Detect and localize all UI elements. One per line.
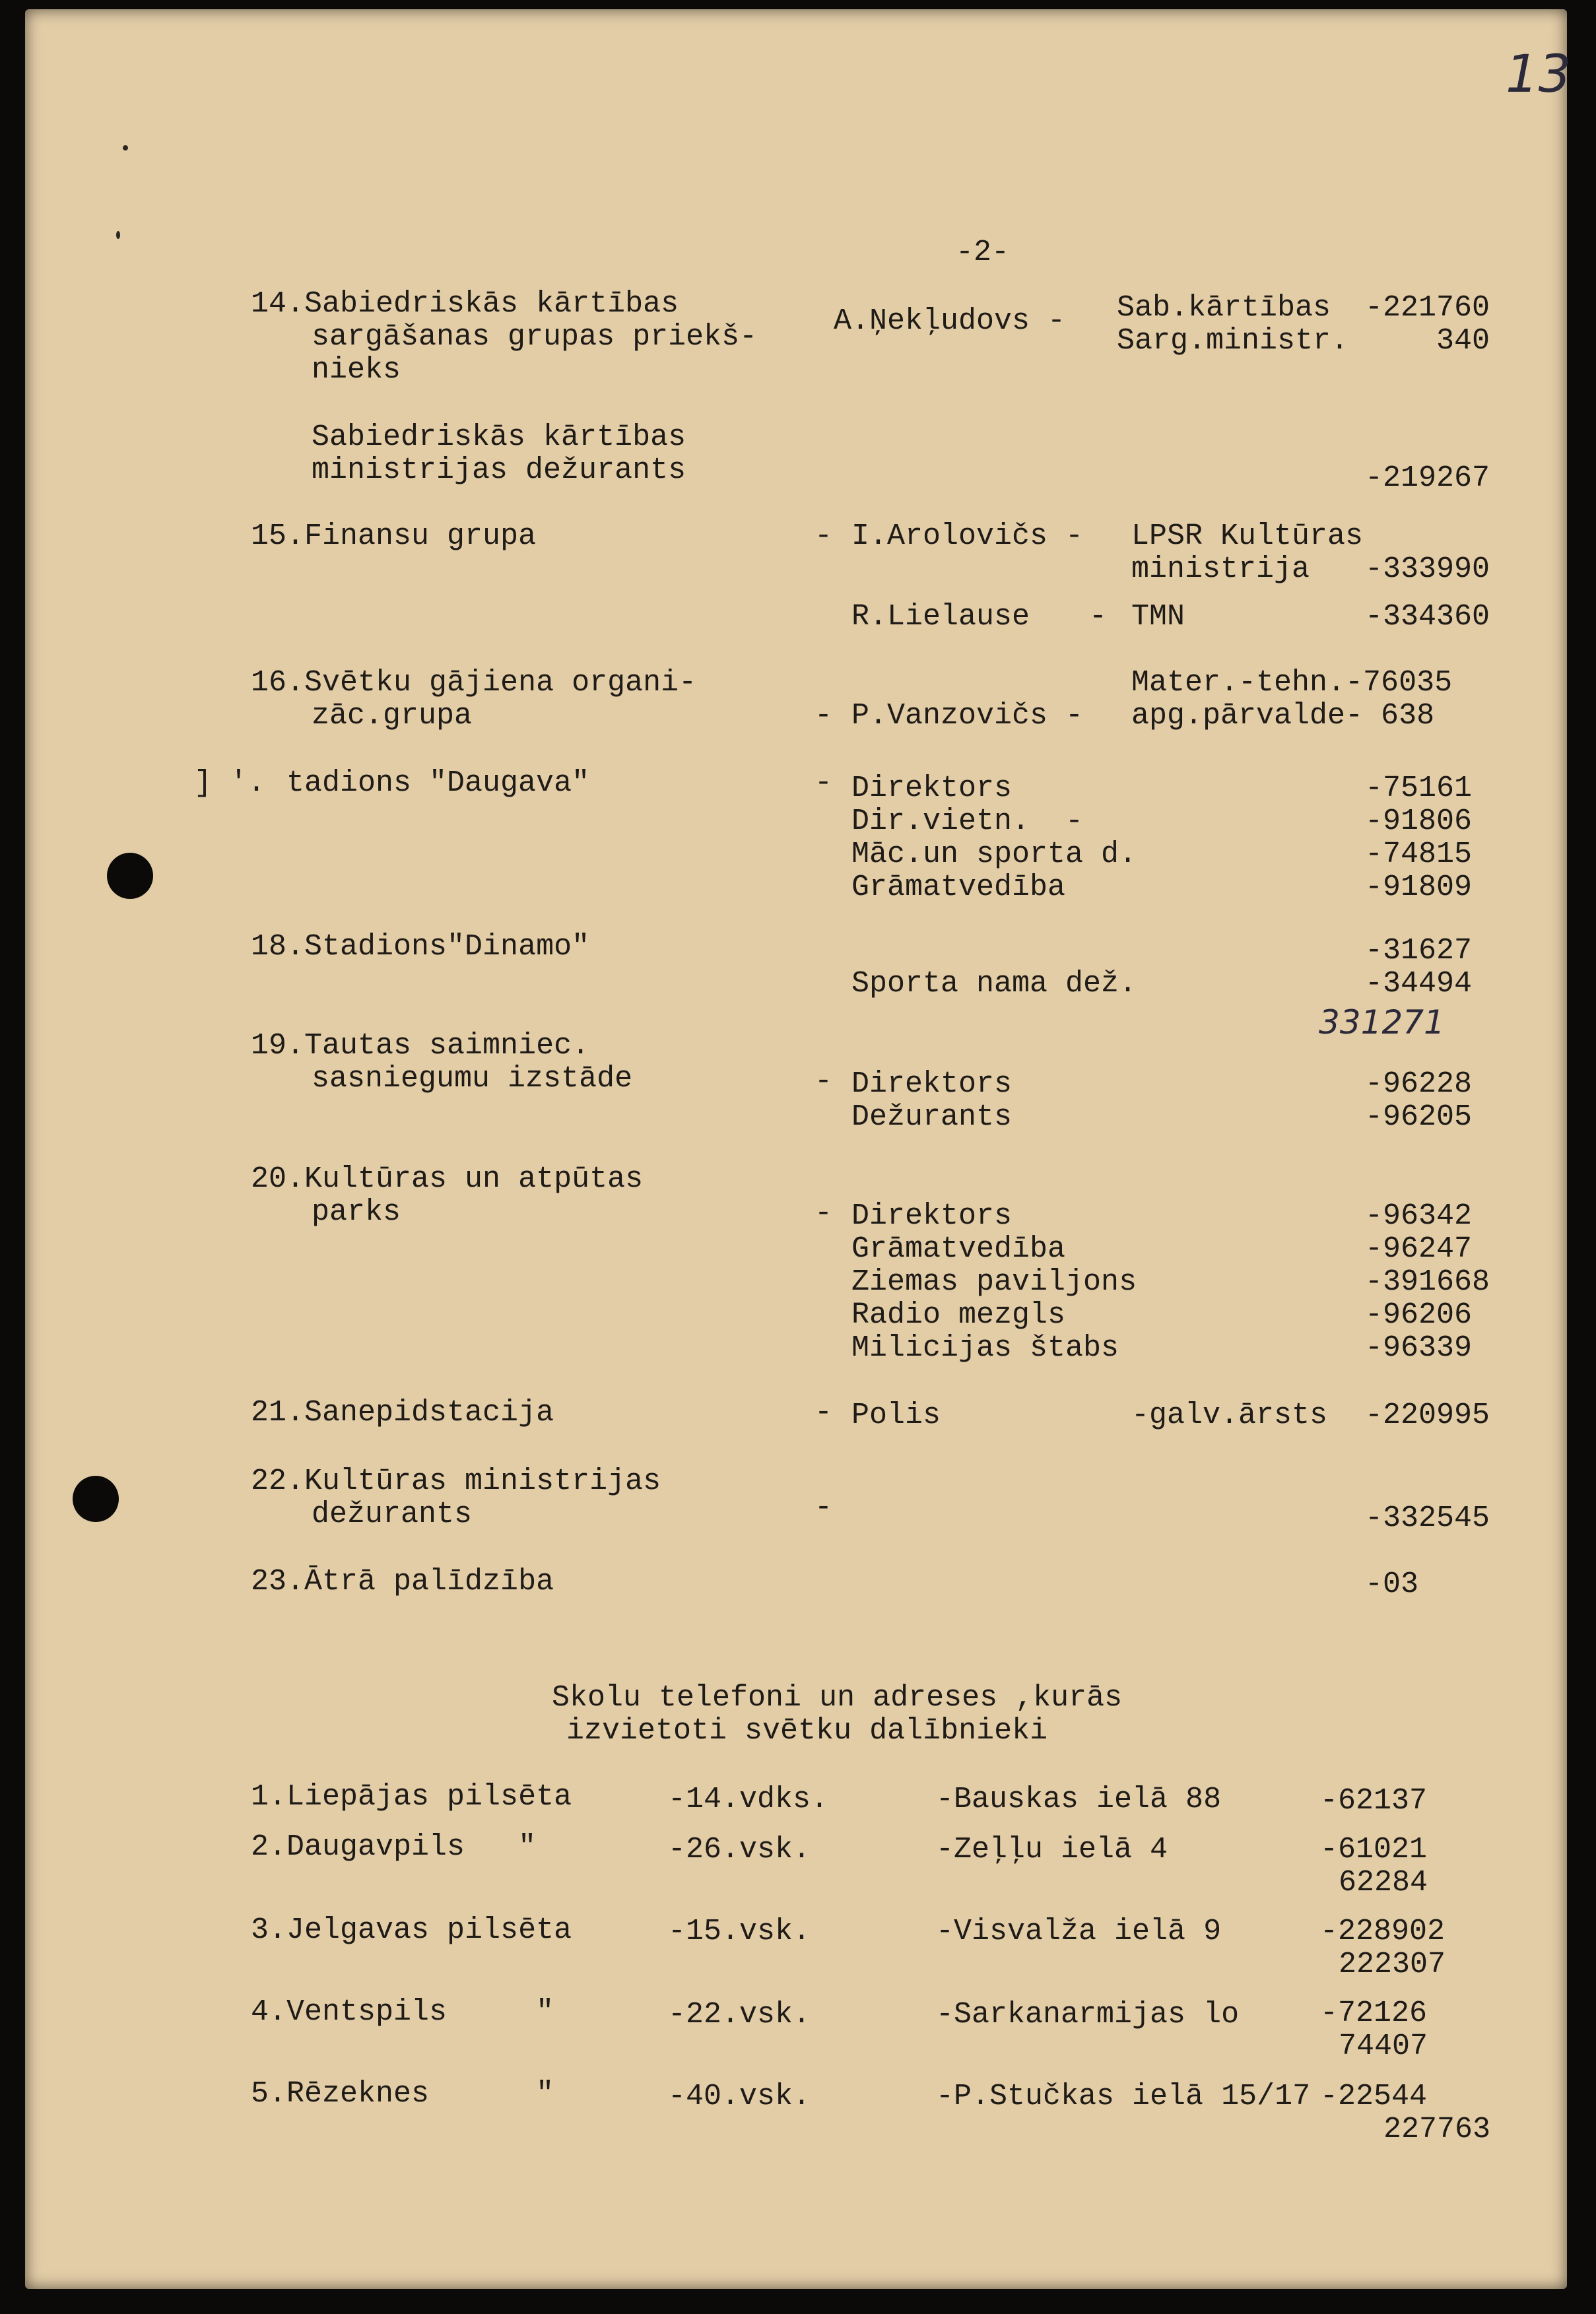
row-20-entry-5: Milicijas štabs — [851, 1331, 1119, 1365]
row-20-phone-3: -391668 — [1365, 1265, 1490, 1299]
row-20-line-2: parks — [312, 1195, 401, 1229]
school-1-phone-1: -62137 — [1320, 1784, 1428, 1818]
row-17-phone-3: -74815 — [1365, 838, 1473, 871]
row-15-org-1: LPSR Kultūras — [1131, 519, 1364, 553]
row-23-label: 23.Ātrā palīdzība — [251, 1565, 554, 1599]
school-4-city: 4.Ventspils " — [251, 1995, 554, 2029]
row-20-entry-4: Radio mezgls — [851, 1298, 1066, 1332]
school-4-phone-1: -72126 — [1320, 1997, 1428, 2030]
row-14-name: A.Ņekļudovs - — [834, 304, 1066, 338]
row-14b-line-1: Sabiedriskās kārtības — [312, 420, 686, 454]
row-20-entry-3: Ziemas paviljons — [851, 1265, 1137, 1299]
handwritten-page-number: 13 — [1506, 45, 1572, 104]
row-19-entry-2: Dežurants — [851, 1100, 1013, 1134]
page-marker: -2- — [956, 236, 1010, 269]
row-19-phone-1: -96228 — [1365, 1067, 1473, 1101]
row-14-phone-2: 340 — [1436, 324, 1490, 358]
school-2-address: -Zeļļu ielā 4 — [936, 1833, 1168, 1867]
row-17-entry-3: Māc.un sporta d. — [851, 838, 1137, 871]
row-20-entry-2: Grāmatvedība — [851, 1232, 1066, 1266]
school-2-phone-2: 62284 — [1339, 1866, 1428, 1900]
row-18-label: 18.Stadions"Dinamo" — [251, 930, 590, 964]
row-15-label: 15.Finansu grupa — [251, 519, 537, 553]
school-5-school: -40.vsk. — [668, 2080, 811, 2113]
school-4-school: -22.vsk. — [668, 1998, 811, 2032]
row-20-phone-4: -96206 — [1365, 1298, 1473, 1332]
row-17-entry-1: Direktors — [851, 772, 1013, 805]
school-5-phone-1: -22544 — [1320, 2080, 1428, 2113]
ink-speck — [123, 145, 128, 150]
row-18-entry-phone: -34494 — [1365, 967, 1473, 1001]
row-14b-line-2: ministrijas dežurants — [312, 453, 686, 487]
row-19-line-2: sasniegumu izstāde — [312, 1062, 633, 1096]
row-14-line-1: 14.Sabiedriskās kārtības — [251, 287, 679, 321]
row-15-org-2: ministrija — [1131, 552, 1310, 586]
row-14-line-2: sargāšanas grupas priekš- — [312, 320, 758, 354]
row-17-phone-1: -75161 — [1365, 772, 1473, 805]
row-16-org-1: Mater.-tehn.-76035 — [1131, 666, 1453, 700]
row-14-phone-1: -221760 — [1365, 291, 1490, 325]
punch-hole-top — [107, 853, 153, 899]
schools-heading-line-1: Skolu telefoni un adreses ,kurās — [552, 1681, 1123, 1715]
row-17-label: tadions "Daugava" — [286, 766, 590, 800]
row-14-org-2: Sarg.ministr. — [1117, 324, 1349, 358]
row-21-label: 21.Sanepidstacija — [251, 1396, 554, 1430]
row-20-dash: - — [815, 1197, 833, 1230]
row-16-org-2: apg.pārvalde- 638 — [1131, 699, 1435, 733]
row-18-handwritten-number: 331271 — [1319, 1003, 1445, 1041]
school-4-phone-2: 74407 — [1339, 2030, 1428, 2063]
row-22-phone: -332545 — [1365, 1502, 1490, 1535]
row-16-line-2: zāc.grupa — [312, 699, 473, 733]
row-21-phone: -220995 — [1365, 1399, 1490, 1432]
row-17-phone-2: -91806 — [1365, 805, 1473, 838]
row-20-line-1: 20.Kultūras un atpūtas — [251, 1162, 644, 1196]
school-2-phone-1: -61021 — [1320, 1833, 1428, 1867]
school-5-city: 5.Rēzeknes " — [251, 2077, 554, 2111]
row-20-phone-5: -96339 — [1365, 1331, 1473, 1365]
row-18-entry: Sporta nama dež. — [851, 967, 1137, 1001]
schools-heading-line-2: izvietoti svētku dalībnieki — [566, 1714, 1048, 1748]
school-1-address: -Bauskas ielā 88 — [936, 1783, 1222, 1816]
school-2-school: -26.vsk. — [668, 1833, 811, 1867]
row-22-line-1: 22.Kultūras ministrijas — [251, 1465, 661, 1498]
row-20-entry-1: Direktors — [851, 1199, 1013, 1233]
row-17-dash: - — [815, 766, 833, 800]
row-16-line-1: 16.Svētku gājiena organi- — [251, 666, 697, 700]
row-15-dash-2: - — [1089, 600, 1108, 634]
row-22-line-2: dežurants — [312, 1498, 473, 1531]
punch-hole-bottom — [73, 1476, 119, 1522]
row-15-org-3: TMN — [1131, 600, 1185, 634]
school-3-school: -15.vsk. — [668, 1915, 811, 1948]
row-21-dash: - — [815, 1396, 833, 1430]
row-22-dash: - — [815, 1491, 833, 1525]
row-20-phone-1: -96342 — [1365, 1199, 1473, 1233]
school-1-city: 1.Liepājas pilsēta — [251, 1780, 572, 1814]
school-5-address: -P.Stučkas ielā 15/17 — [936, 2080, 1311, 2113]
ink-speck — [116, 231, 120, 239]
row-19-entry-1: Direktors — [851, 1067, 1013, 1101]
school-4-address: -Sarkanarmijas lo — [936, 1998, 1240, 2032]
row-16-name: P.Vanzovičs - — [851, 699, 1084, 733]
row-15-name-2: R.Lielause — [851, 600, 1030, 634]
row-19-phone-2: -96205 — [1365, 1100, 1473, 1134]
school-3-phone-2: 222307 — [1339, 1948, 1446, 1981]
school-1-school: -14.vdks. — [668, 1783, 829, 1816]
row-21-role: -galv.ārsts — [1131, 1399, 1328, 1432]
row-15-phone: -333990 — [1365, 552, 1490, 586]
row-14-org-1: Sab.kārtības — [1117, 291, 1331, 325]
school-5-phone-2: 227763 — [1383, 2113, 1491, 2146]
row-15-dash: - — [815, 519, 833, 553]
row-20-phone-2: -96247 — [1365, 1232, 1473, 1266]
row-14-line-3: nieks — [312, 353, 401, 387]
row-19-line-1: 19.Tautas saimniec. — [251, 1029, 590, 1063]
row-19-dash: - — [815, 1065, 833, 1098]
row-14b-phone: -219267 — [1365, 461, 1490, 495]
row-17-phone-4: -91809 — [1365, 871, 1473, 904]
row-15-name: I.Arolovičs - — [851, 519, 1084, 553]
row-16-dash: - — [815, 699, 833, 733]
row-17-entry-4: Grāmatvedība — [851, 871, 1066, 904]
row-17-prefix: ] '. — [194, 766, 266, 800]
row-15-phone-2: -334360 — [1365, 600, 1490, 634]
row-18-phone: -31627 — [1365, 934, 1473, 968]
row-21-name: Polis — [851, 1399, 941, 1432]
row-17-entry-2: Dir.vietn. - — [851, 805, 1084, 838]
row-23-phone: -03 — [1365, 1568, 1419, 1601]
document-page — [25, 9, 1572, 2289]
school-3-address: -Visvalža ielā 9 — [936, 1915, 1222, 1948]
school-3-city: 3.Jelgavas pilsēta — [251, 1913, 572, 1947]
school-3-phone-1: -228902 — [1320, 1915, 1446, 1948]
school-2-city: 2.Daugavpils " — [251, 1830, 537, 1864]
